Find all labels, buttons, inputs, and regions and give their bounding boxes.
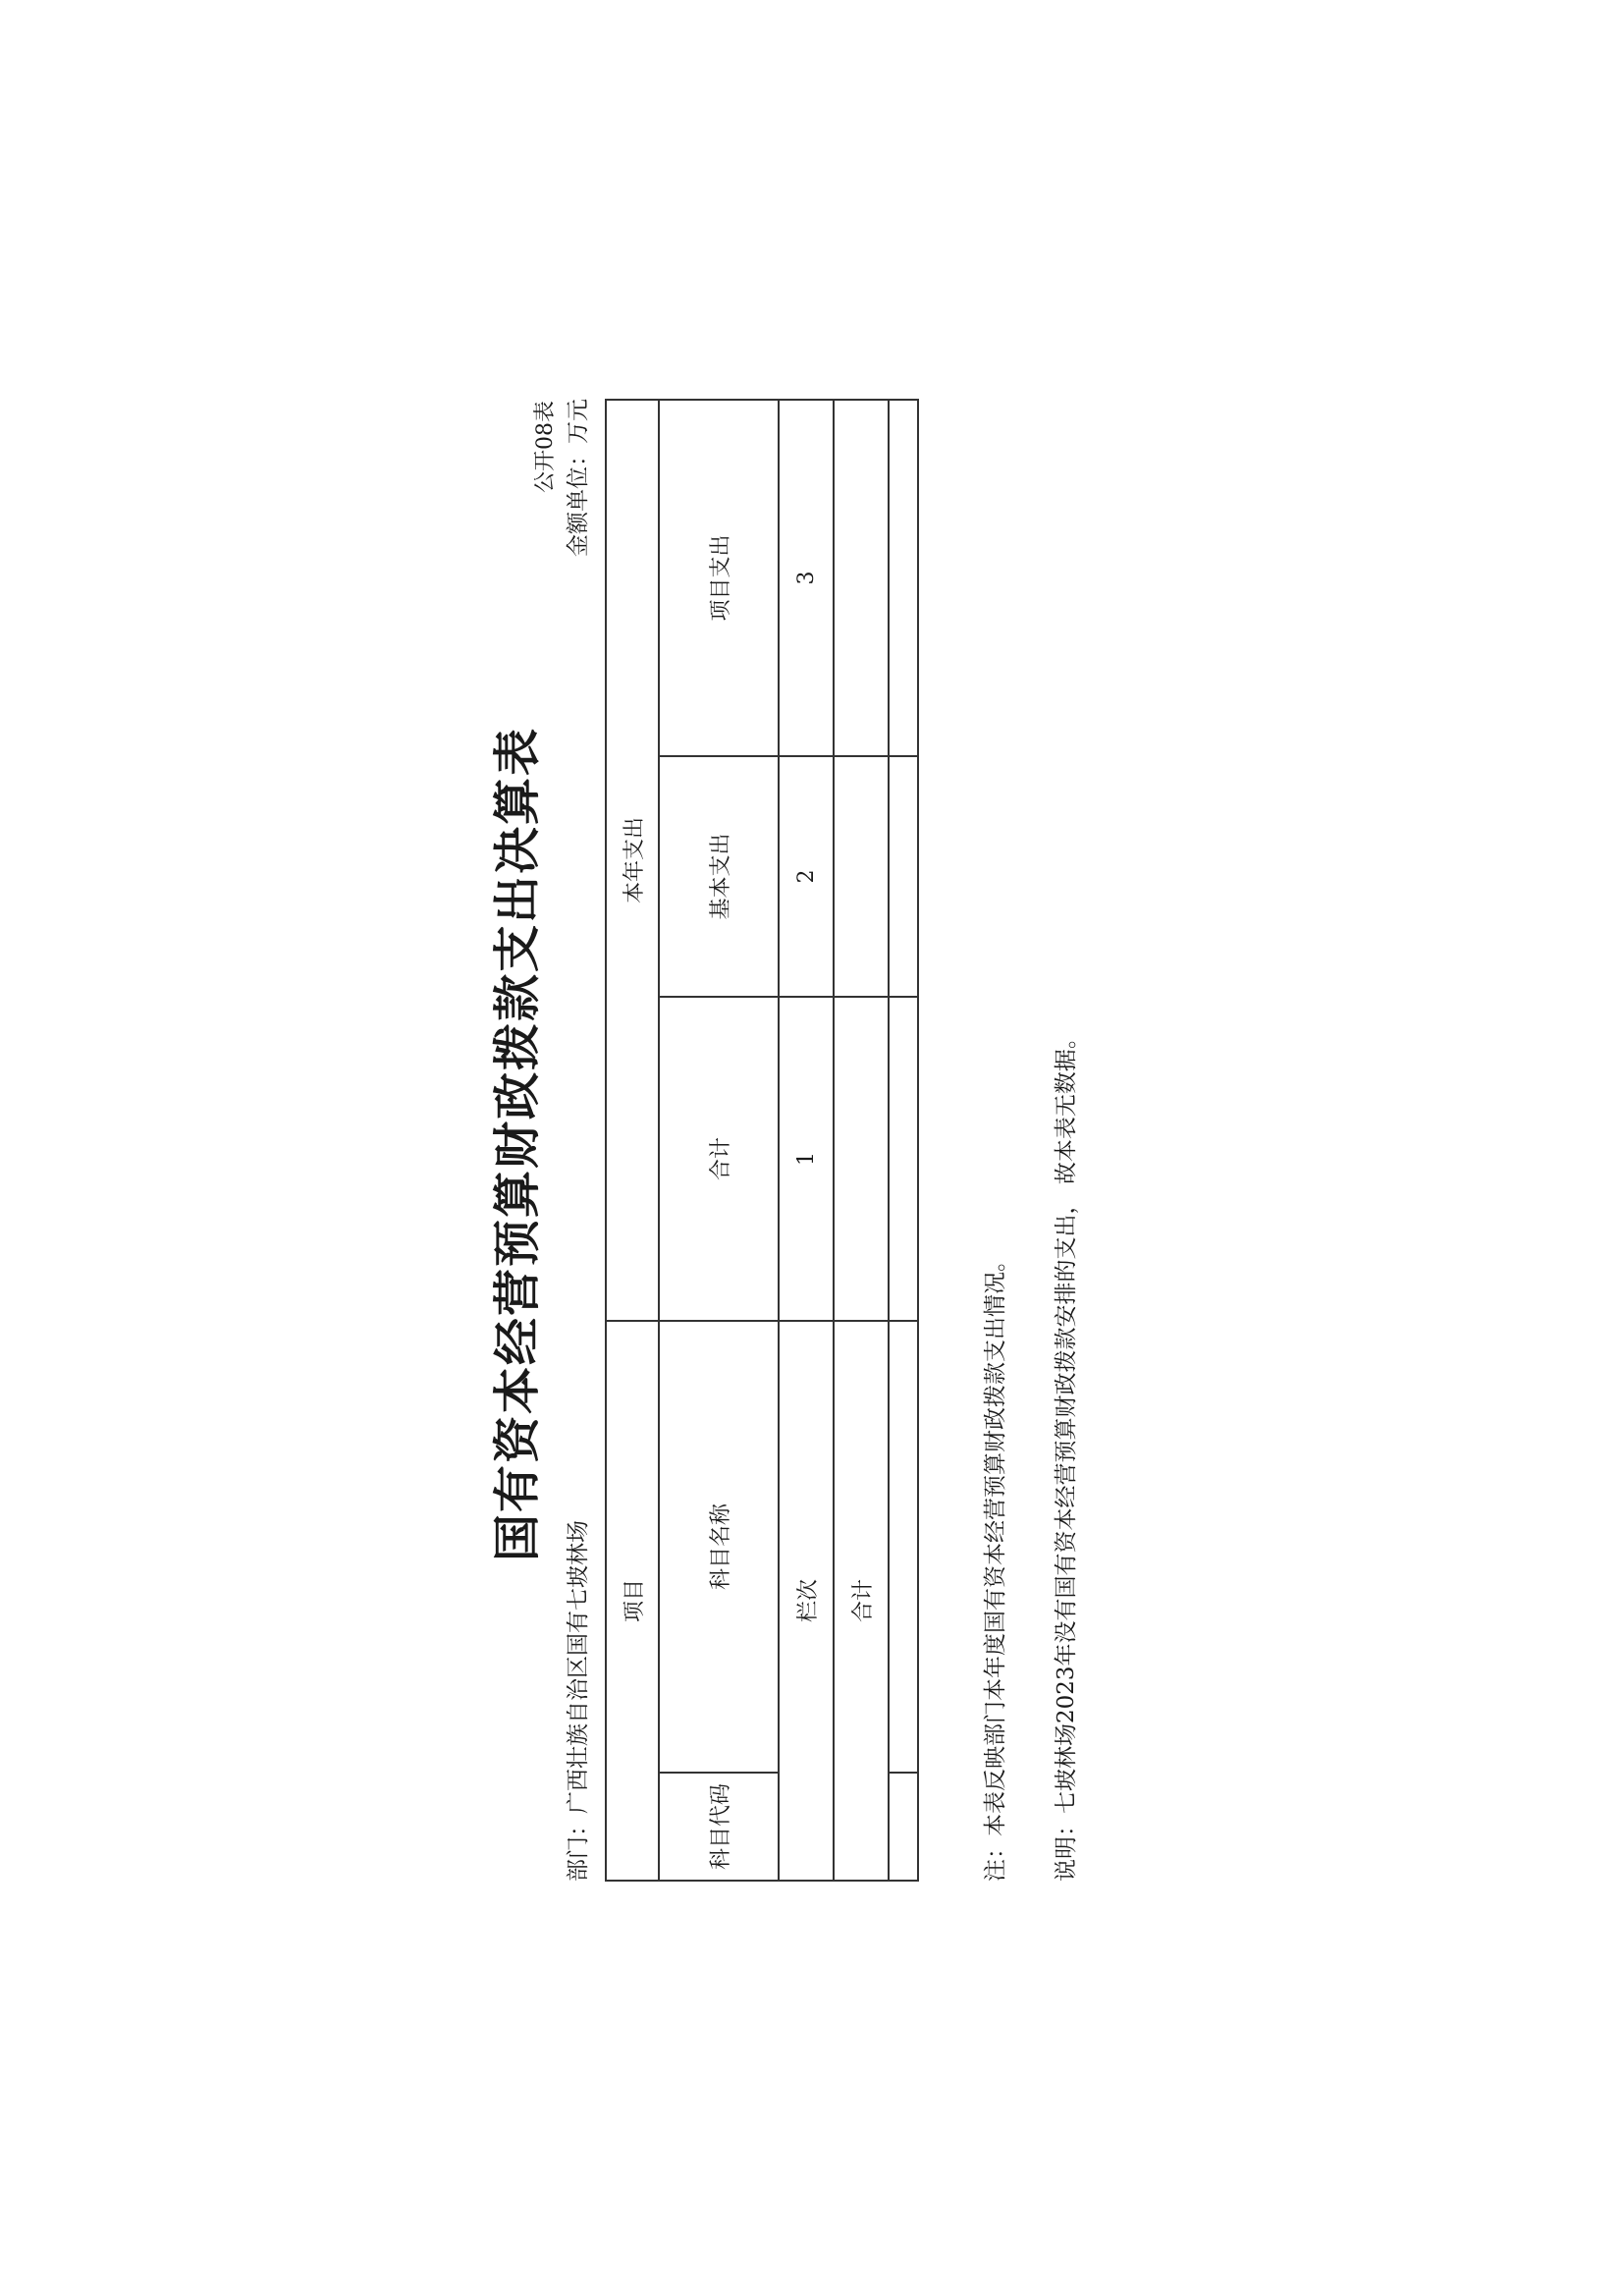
col-project-expenditure: 项目支出 [659,400,779,756]
col-subject-name: 科目名称 [659,1321,779,1773]
table-index-row [779,400,834,1881]
index-total: 1 [779,997,834,1321]
header-project: 项目 [606,1321,659,1881]
document-title: 国有资本经营预算财政拨款支出决算表 [490,727,545,1562]
table-sum-row [834,400,889,1881]
sum-project-cell [834,400,889,756]
sum-basic-cell [834,756,889,997]
row-index-label: 栏次 [779,1321,834,1881]
col-basic-expenditure: 基本支出 [659,756,779,997]
explanation-note: 说明：七坡林场2023年没有国有资本经营预算财政拨款安排的支出， 故本表无数据。 [1054,1026,1079,1882]
form-code: 公开08表 [533,401,558,493]
expenditure-table [605,399,919,1882]
index-project: 3 [779,400,834,756]
department-label: 部门：广西壮族自治区国有七坡林场 [566,1520,591,1882]
index-basic: 2 [779,756,834,997]
notes-section [960,1026,1102,1882]
meta-row [560,399,591,1882]
rotated-document-sheet [471,393,1159,1895]
header-current-year-expenditure: 本年支出 [606,400,659,1321]
sum-total-cell [834,997,889,1321]
empty-cell [889,756,918,997]
table-header-row-2 [659,400,779,1881]
table-header-row-1 [606,400,659,1881]
empty-cell [889,1773,918,1881]
empty-cell [889,1321,918,1773]
empty-cell [889,997,918,1321]
amount-unit-label: 金额单位：万元 [566,399,591,557]
row-sum-label: 合计 [834,1321,889,1881]
empty-cell [889,400,918,756]
table-empty-row [889,400,918,1881]
col-total: 合计 [659,997,779,1321]
col-subject-code: 科目代码 [659,1773,779,1881]
table-note: 注：本表反映部门本年度国有资本经营预算财政拨款支出情况。 [983,1249,1008,1882]
